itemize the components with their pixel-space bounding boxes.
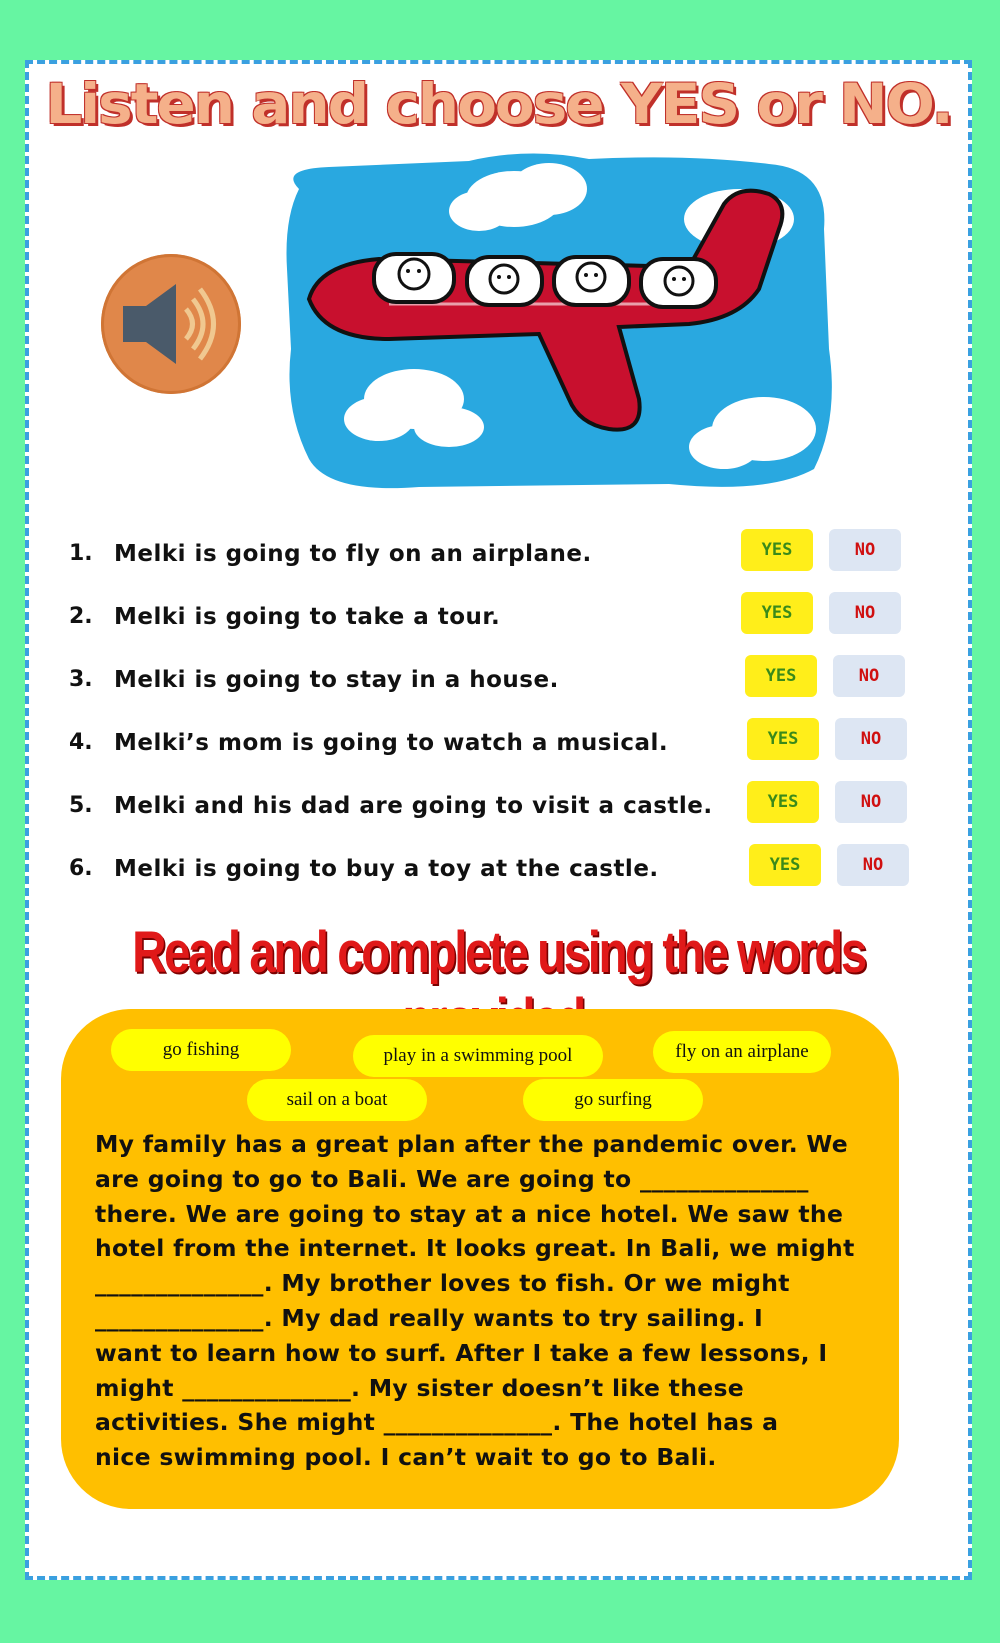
yes-button[interactable]: YES [747,718,819,760]
question-number: 3. [69,667,93,692]
reading-passage [95,1127,875,1475]
section-title: Read and complete using the words [132,920,865,985]
play-audio-button[interactable] [101,254,241,394]
airplane-illustration [269,149,834,494]
passage-line: are going to go to Bali. We are going to ______________ [95,1164,809,1193]
question-row [69,655,949,718]
question-text: Melki is going to fly on an airplane. [114,541,592,567]
passage-line: ______________. My dad really wants to try sailing. I [95,1303,764,1332]
word-chip[interactable]: go fishing [111,1029,291,1071]
passage-line: ______________. My brother loves to fish. Or we might [95,1269,790,1298]
question-list [69,529,949,907]
question-text: Melki’s mom is going to watch a musical. [114,730,669,756]
yes-button[interactable]: YES [749,844,821,886]
no-button[interactable]: NO [835,718,907,760]
no-button[interactable]: NO [829,529,901,571]
yes-button[interactable]: YES [741,592,813,634]
yes-button[interactable]: YES [745,655,817,697]
passage-line: might ______________. My sister doesn’t like these [95,1373,744,1402]
speaker-icon [101,254,241,394]
question-row [69,844,949,907]
passage-line: nice swimming pool. I can’t wait to go to Bali. [95,1443,717,1472]
reading-box [61,1009,899,1509]
question-text: Melki and his dad are going to visit a castle. [114,793,713,819]
page-title: Listen and choose YES or NO. [45,71,952,137]
question-row [69,592,949,655]
no-button[interactable]: NO [835,781,907,823]
passage-line: activities. She might ______________. The hotel has a [95,1408,779,1437]
yes-button[interactable]: YES [741,529,813,571]
no-button[interactable]: NO [829,592,901,634]
word-chip[interactable]: sail on a boat [247,1079,427,1121]
passage-line: My family has a great plan after the pandemic over. We [95,1130,849,1158]
question-row [69,718,949,781]
question-number: 4. [69,730,93,755]
question-number: 5. [69,793,93,818]
question-text: Melki is going to buy a toy at the castle. [114,856,659,882]
passage-line: there. We are going to stay at a nice hotel. We saw the [95,1199,844,1228]
worksheet [25,60,972,1580]
yes-button[interactable]: YES [747,781,819,823]
question-text: Melki is going to take a tour. [114,604,501,630]
question-number: 1. [69,541,93,566]
question-number: 6. [69,856,93,881]
passage-line: want to learn how to surf. After I take a few lessons, I [95,1338,828,1367]
question-row [69,529,949,592]
question-number: 2. [69,604,93,629]
question-row [69,781,949,844]
no-button[interactable]: NO [837,844,909,886]
question-text: Melki is going to stay in a house. [114,667,559,693]
no-button[interactable]: NO [833,655,905,697]
word-chip[interactable]: play in a swimming pool [353,1035,603,1077]
word-chip[interactable]: fly on an airplane [653,1031,831,1073]
passage-line: hotel from the internet. It looks great. In Bali, we might [95,1234,855,1263]
word-chip[interactable]: go surfing [523,1079,703,1121]
